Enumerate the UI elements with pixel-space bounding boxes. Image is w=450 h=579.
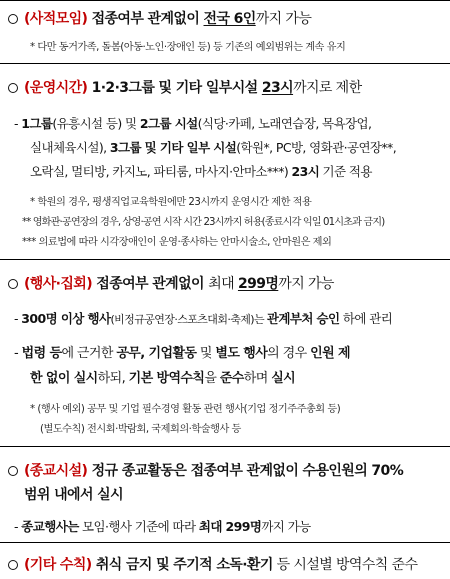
text: 기준 적용 [319, 164, 372, 179]
heading-text: 접종여부 관계없이 [92, 276, 209, 292]
note-text: (행사 예외) 공무 및 기업 필수경영 활동 관련 행사(기업 정기주주총회 등) [37, 404, 341, 415]
heading-text: 1·2·3그룹 및 기타 일부시설 [87, 80, 262, 96]
text-bold: 준수 [219, 371, 244, 386]
section-tag: (종교시설) [24, 463, 88, 479]
heading-text: 정규 종교활동은 접종여부 관계없이 수용인원의 70% [87, 463, 404, 479]
asterisk-marker: *** [22, 237, 39, 248]
section-tag: (기타 수칙) [24, 557, 92, 573]
heading-text: 범위 내에서 실시 [24, 487, 124, 503]
circle-bullet-icon [8, 560, 18, 570]
text-bold: 별도 행사 [215, 346, 268, 361]
heading-cont [24, 484, 123, 504]
note [30, 38, 345, 53]
heading-text: 취식 금지 및 주기적 소독·환기 [91, 557, 273, 573]
circle-bullet-icon [8, 279, 18, 289]
bullet-line [14, 114, 371, 132]
text-bold: 종교행사는 [21, 519, 79, 534]
text: 하며 [243, 371, 272, 386]
text: 까지 가능 [261, 519, 311, 534]
dash-marker: - [14, 116, 22, 131]
section-operating-hours-heading [8, 77, 362, 97]
asterisk-marker: * [30, 197, 38, 208]
text-bold: 관계부처 승인 [266, 311, 340, 326]
text-bold: 1그룹 [21, 116, 53, 131]
heading-text: 최대 [208, 276, 238, 292]
note [22, 233, 331, 248]
text: 에 근거한 [61, 346, 117, 361]
text-bold: 2그룹 시설 [139, 116, 198, 131]
heading-highlight: 전국 6인 [203, 11, 256, 27]
text-bold: 기본 방역수칙 [128, 371, 205, 386]
bullet-line-cont [30, 367, 295, 386]
text-bold: 공무, 기업활동 [116, 346, 197, 361]
asterisk-marker: ** [22, 217, 33, 228]
heading-highlight: 299명 [237, 276, 279, 292]
divider [0, 259, 450, 260]
heading-text: 등 시설별 방역수칙 준수 [272, 557, 418, 573]
asterisk-marker: * [30, 42, 38, 53]
text-bold: 법령 등 [21, 346, 62, 361]
section-tag: (행사·집회) [24, 276, 93, 292]
heading-text: 접종여부 관계없이 [87, 11, 204, 27]
text-bold: 실시 [271, 371, 296, 386]
top-border [0, 0, 450, 1]
circle-bullet-icon [8, 466, 18, 476]
text: 하되, [97, 371, 129, 386]
text-bold: 300명 이상 행사 [21, 311, 111, 326]
text: 모임·행사 기준에 따라 [78, 519, 199, 534]
dash-marker: - [14, 346, 22, 361]
bullet-line-cont [30, 162, 372, 180]
text: 하에 관리 [339, 311, 393, 326]
text-bold: 최대 299명 [198, 519, 262, 534]
bullet-line [14, 309, 392, 327]
bullet-line [14, 517, 311, 535]
section-private-gathering-heading [8, 8, 311, 28]
heading-text: 까지 가능 [255, 11, 312, 27]
note-text: (별도수칙) 전시회·박람회, 국제회의·학술행사 등 [40, 424, 241, 435]
section-tag: (운영시간) [24, 80, 88, 96]
dash-marker: - [14, 311, 22, 326]
text: 을 [204, 371, 220, 386]
divider [0, 446, 450, 447]
section-other-rules-heading [8, 554, 417, 574]
section-tag: (사적모임) [24, 11, 88, 27]
divider [0, 63, 450, 64]
text-bold: 23시 [291, 164, 320, 179]
heading-highlight: 23시 [261, 80, 294, 96]
circle-bullet-icon [8, 14, 18, 24]
divider [0, 542, 450, 543]
note-text: 의료법에 따라 시각장애인이 운영·종사하는 안마시술소, 안마원은 제외 [38, 237, 332, 248]
text: 실내체육시설), [30, 140, 110, 155]
text-bold: 인원 제 [310, 346, 350, 361]
section-events-heading [8, 273, 334, 293]
note [30, 193, 311, 208]
note-text: 다만 동거가족, 돌봄(아동·노인·장애인 등) 등 기존의 예외범위는 계속 유지 [37, 42, 346, 53]
heading-text: 까지 가능 [278, 276, 334, 292]
dash-marker: - [14, 519, 22, 534]
note [40, 420, 241, 435]
bullet-line-cont [30, 138, 396, 156]
text: (식당·카페, 노래연습장, 목욕장업, [197, 116, 372, 131]
text-bold: 3그룹 및 기타 일부 시설 [109, 140, 237, 155]
circle-bullet-icon [8, 83, 18, 93]
text: 및 [196, 346, 216, 361]
note [30, 400, 340, 415]
note-text: 영화관·공연장의 경우, 상영·공연 시작 시간 23시까지 허용(종료시각 익일 01시초과 금지) [32, 217, 385, 228]
note [22, 213, 384, 228]
text-bold: 한 없이 실시 [30, 371, 98, 386]
section-religious-heading [8, 460, 403, 480]
text: (학원*, PC방, 영화관·공연장**, [236, 140, 397, 155]
asterisk-marker: * [30, 404, 38, 415]
note-text: 학원의 경우, 평생직업교육학원에만 23시까지 운영시간 제한 적용 [37, 197, 312, 208]
text: (유흥시설 등) 및 [52, 116, 140, 131]
text: 의 경우 [267, 346, 311, 361]
text: (비정규공연장·스포츠대회·축제)는 [110, 313, 267, 326]
text: 오락실, 멀티방, 카지노, 파티룸, 마사지·안마소***) [30, 164, 292, 179]
bullet-line [14, 342, 350, 361]
heading-text: 까지로 제한 [293, 80, 362, 96]
